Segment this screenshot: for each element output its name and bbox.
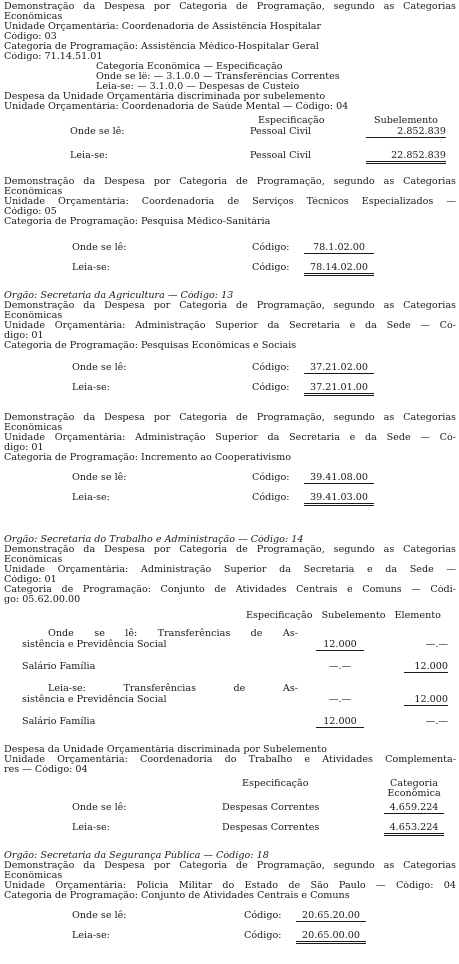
- text-line: Código: 05: [4, 207, 57, 217]
- text-line: Demonstração da Despesa por Categoria de Programação, segundo as Categorias: [4, 301, 456, 311]
- text-line: Onde se lê: — 3.1.0.0 — Transferências Correntes: [96, 72, 340, 82]
- table-row: Salário Família 12.000 —.—: [22, 716, 448, 727]
- text-line: Econômicas: [4, 555, 63, 565]
- code-row: Leia-se: Código: 39.41.03.00: [4, 493, 456, 507]
- table-row: sistência e Previdência Social —.— 12.000: [22, 694, 448, 705]
- text-line: Categoria Econômica — Especificação: [96, 62, 283, 72]
- table-header: Especificação Categoria: [242, 778, 438, 789]
- text-line: Demonstração da Despesa por Categoria de Programação, segundo as Categorias: [4, 177, 456, 187]
- text-line: Demonstração da Despesa por Categoria de Programação, segundo as Categorias: [4, 545, 456, 555]
- text-line: digo: 01: [4, 443, 44, 453]
- table-row: Leia-se: Despesas Correntes 4.653.224: [4, 823, 456, 837]
- text-line: go: 05.62.00.00: [4, 595, 81, 605]
- code-row: Onde se lê: Código: 20.65.20.00: [4, 911, 456, 925]
- code-row: Onde se lê: Código: 78.1.02.00: [4, 243, 456, 257]
- text-line: Demonstração da Despesa por Categoria de Programação, segundo as Categorias: [4, 2, 456, 12]
- text-line: digo: 01: [4, 331, 44, 341]
- text-line: Código: 01: [4, 575, 57, 585]
- code-row: Leia-se: Código: 20.65.00.00: [4, 931, 456, 945]
- text-line: Unidade Orçamentária: Administração Superior da Secretaria e da Sede — Có-: [4, 433, 456, 443]
- text-line: Categoria de Programação: Pesquisas Econômicas e Sociais: [4, 341, 297, 351]
- table-row: Onde se lê: Despesas Correntes 4.659.224: [4, 803, 456, 817]
- text-line: Demonstração da Despesa por Categoria de Programação, segundo as Categorias: [4, 413, 456, 423]
- document-page: [4, 2, 456, 945]
- text-line: res — Código: 04: [4, 765, 88, 775]
- text-line: Despesa da Unidade Orçamentária discriminada por Subelemento: [4, 745, 327, 755]
- text-line: Econômicas: [4, 423, 63, 433]
- text-line: Órgão: Secretaria do Trabalho e Administração — Código: 14: [4, 535, 304, 545]
- text-line: Demonstração da Despesa por Categoria de Programação, segundo as Categorias: [4, 861, 456, 871]
- section-seguranca-publica: [4, 851, 456, 945]
- text-line: Órgão: Secretaria da Segurança Pública — Código: 18: [4, 851, 269, 861]
- text-line: Econômicas: [4, 311, 63, 321]
- text-line: Órgão: Secretaria da Agricultura — Código: 13: [4, 291, 234, 301]
- table-row: sistência e Previdência Social 12.000 —.—: [22, 639, 448, 650]
- code-row: Onde se lê: Código: 37.21.02.00: [4, 363, 456, 377]
- text-line: Categoria de Programação: Conjunto de Atividades Centrais e Comuns: [4, 891, 350, 901]
- table-header: Especificação Subelemento Elemento: [246, 610, 441, 621]
- section-atividades-complementares: [4, 745, 456, 837]
- section-agricultura: [4, 291, 456, 397]
- text-line: Unidade Orçamentária: Coordenadoria de Saúde Mental — Código: 04: [4, 102, 349, 112]
- code-row: Onde se lê: Código: 39.41.08.00: [4, 473, 456, 487]
- text-line: Unidade Orçamentária: Coordenadoria de Serviços Técnicos Especializados —: [4, 197, 456, 207]
- text-line: Econômicas: [4, 12, 63, 22]
- text-line: Leia-se: — 3.1.0.0 — Despesas de Custeio: [96, 82, 300, 92]
- text-line: Categoria de Programação: Pesquisa Médico-Sanitária: [4, 217, 271, 227]
- code-row: Leia-se: Código: 37.21.01.00: [4, 383, 456, 397]
- table-header: Especificação Subelemento: [258, 115, 438, 126]
- text-line: Unidade Orçamentária: Administração Superior da Secretaria e da Sede —: [4, 565, 456, 575]
- table-row: Onde se lê: Pessoal Civil 2.852.839: [70, 126, 446, 137]
- table-row: Leia-se: Transferências de As-: [48, 683, 298, 694]
- text-line: Código: 71.14.51.01: [4, 52, 103, 62]
- section-servicos-tecnicos: [4, 177, 456, 277]
- section-cooperativismo: [4, 413, 456, 507]
- text-line: Unidade Orçamentária: Administração Superior da Secretaria e da Sede — Có-: [4, 321, 456, 331]
- table-row: Onde se lê: Transferências de As-: [48, 628, 298, 639]
- code-row: Leia-se: Código: 78.14.02.00: [4, 263, 456, 277]
- text-line: Unidade Orçamentária: Coordenadoria do Trabalho e Atividades Complementa-: [4, 755, 456, 765]
- table-header: Econômica: [387, 788, 441, 799]
- section-trabalho-administracao: [4, 535, 456, 731]
- text-line: Categoria de Programação: Assistência Médico-Hospitalar Geral: [4, 42, 319, 52]
- text-line: Econômicas: [4, 187, 63, 197]
- text-line: Despesa da Unidade Orçamentária discriminada por subelemento: [4, 92, 326, 102]
- text-line: Unidade Orçamentária: Coordenadoria de Assistência Hospitalar: [4, 22, 322, 32]
- text-line: Categoria de Programação: Conjunto de Atividades Centrais e Comuns — Códi-: [4, 585, 456, 595]
- text-line: Econômicas: [4, 871, 63, 881]
- text-line: Categoria de Programação: Incremento ao Cooperativismo: [4, 453, 292, 463]
- table-row: Leia-se: Pessoal Civil 22.852.839: [4, 151, 456, 165]
- section-assistencia-hospitalar: [4, 2, 456, 165]
- table-row: Salário Família —.— 12.000: [22, 661, 448, 672]
- text-line: Código: 03: [4, 32, 57, 42]
- text-line: Unidade Orçamentária: Polícia Militar do Estado de São Paulo — Código: 04: [4, 881, 456, 891]
